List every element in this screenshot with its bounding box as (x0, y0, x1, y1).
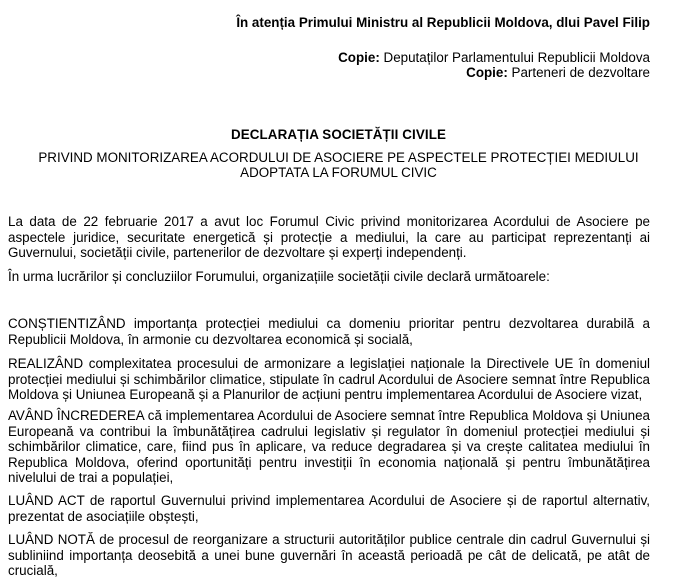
paragraph-realizand: REALIZÂND complexitatea procesului de armonizare a legislației naționale la Directivele UE în domeniul protecției mediului și schimbărilor climatice, stipulate în cadrul Acordului de Asociere semnat între Republica Moldova și Uniunea Europeană și a Planurilor de acțiuni pentru implementarea Acordului de Asociere vizat, (8, 356, 650, 402)
copy-label-1: Copie: (338, 50, 380, 65)
declaration-subtitle-line-1: PRIVIND MONITORIZAREA ACORDULUI DE ASOCIERE PE ASPECTELE PROTECȚIEI MEDIULUI (38, 150, 639, 165)
copy-text-1: Deputaților Parlamentului Republicii Moldova (383, 50, 650, 65)
addressee-line (236, 15, 650, 31)
paragraph-luand-act: LUÂND ACT de raportul Guvernului privind implementarea Acordului de Asociere și de raportul alternativ, prezentat de asociațiile obștești, (8, 493, 650, 524)
copy-line-2 (466, 65, 650, 81)
declaration-title: DECLARAȚIA SOCIETĂȚII CIVILE (230, 127, 447, 142)
copy-line-1 (338, 50, 650, 66)
paragraph-luand-nota: LUÂND NOTĂ de procesul de reorganizare a structurii autorităților publice centrale din cadrul Guvernului și subliniind importanța deosebită a unei bune guvernări în această perioadă pe cât de delicată, pe atât de crucială, (8, 532, 650, 578)
copy-text-2: Parteneri de dezvoltare (511, 65, 650, 80)
paragraph-avand-increderea: AVÂND ÎNCREDEREA că implementarea Acordului de Asociere semnat între Republica Moldova și Uniunea Europeană va contribui la îmbunătățirea cadrului legislativ și regulator în domeniul protecției mediului și schimbărilor climatice, care, fiind pus în aplicare, va reduce degradarea și va crește calitatea mediului în Republica Moldova, oferind oportunități pentru investiții în economia națională și pentru îmbunătățirea nivelului de trai a populației, (8, 408, 650, 485)
paragraph-intro: La data de 22 februarie 2017 a avut loc Forumul Civic privind monitorizarea Acordului de Asociere pe aspectele juridice, securitate energetică și protecție a mediului, la care au participat reprezentanți ai Guvernului, societății civile, partenerilor de dezvoltare și experți independenți. (8, 214, 650, 260)
addressee-text: În atenția Primului Ministru al Republicii Moldova, dlui Pavel Filip (236, 15, 650, 30)
declaration-subtitle-line-2: ADOPTATA LA FORUMUL CIVIC (240, 165, 437, 180)
paragraph-constientizand: CONȘTIENTIZÂND importanța protecției mediului ca domeniu prioritar pentru dezvoltarea durabilă a Republicii Moldova, în armonie cu dezvoltarea economică și socială, (8, 316, 650, 347)
paragraph-declaration-lead: În urma lucrărilor și concluziilor Forumului, organizațiile societății civile declară următoarele: (8, 269, 550, 284)
copy-label-2: Copie: (466, 65, 508, 80)
